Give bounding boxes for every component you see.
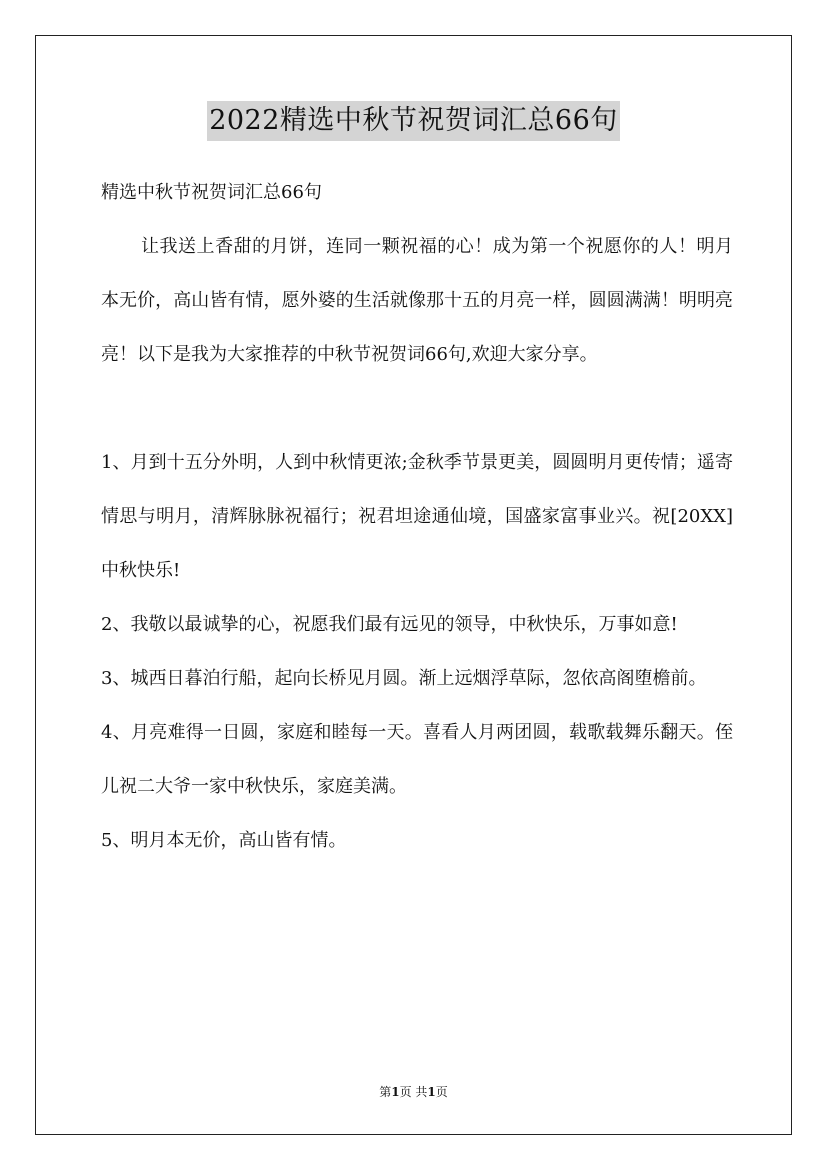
footer-page-number: 1: [391, 1085, 400, 1099]
page-footer: [0, 1084, 827, 1100]
footer-prefix: 第: [379, 1085, 392, 1099]
intro-paragraph: 让我送上香甜的月饼，连同一颗祝福的心！成为第一个祝愿你的人！明月本无价，高山皆有情，愿外婆的生活就像那十五的月亮一样，圆圆满满！明明亮亮！以下是我为大家推荐的中秋节祝贺词66句,欢迎大家分享。: [101, 236, 733, 365]
footer-suffix: 页: [435, 1085, 448, 1099]
footer-mid: 页 共: [399, 1085, 428, 1099]
title-container: [0, 101, 827, 141]
greeting-item-3: 3、城西日暮泊行船，起向长桥见月圆。渐上远烟浮草际，忽依高阁堕檐前。: [101, 668, 707, 689]
document-subtitle: 精选中秋节祝贺词汇总66句: [101, 182, 322, 203]
greeting-item-5: 5、明月本无价，高山皆有情。: [101, 830, 347, 851]
document-title: 2022精选中秋节祝贺词汇总66句: [207, 101, 620, 141]
greeting-item-4: 4、月亮难得一日圆，家庭和睦每一天。喜看人月两团圆，载歌载舞乐翻天。侄儿祝二大爷一家中秋快乐，家庭美满。: [101, 722, 733, 797]
document-body: [101, 166, 733, 868]
footer-total-pages: 1: [427, 1085, 436, 1099]
greeting-item-2: 2、我敬以最诚挚的心，祝愿我们最有远见的领导，中秋快乐，万事如意!: [101, 614, 678, 635]
greeting-item-1: 1、月到十五分外明，人到中秋情更浓;金秋季节景更美，圆圆明月更传情；遥寄情思与明月，清辉脉脉祝福行；祝君坦途通仙境，国盛家富事业兴。祝[20XX]中秋快乐!: [101, 452, 733, 581]
paragraph-spacer: [101, 382, 733, 436]
